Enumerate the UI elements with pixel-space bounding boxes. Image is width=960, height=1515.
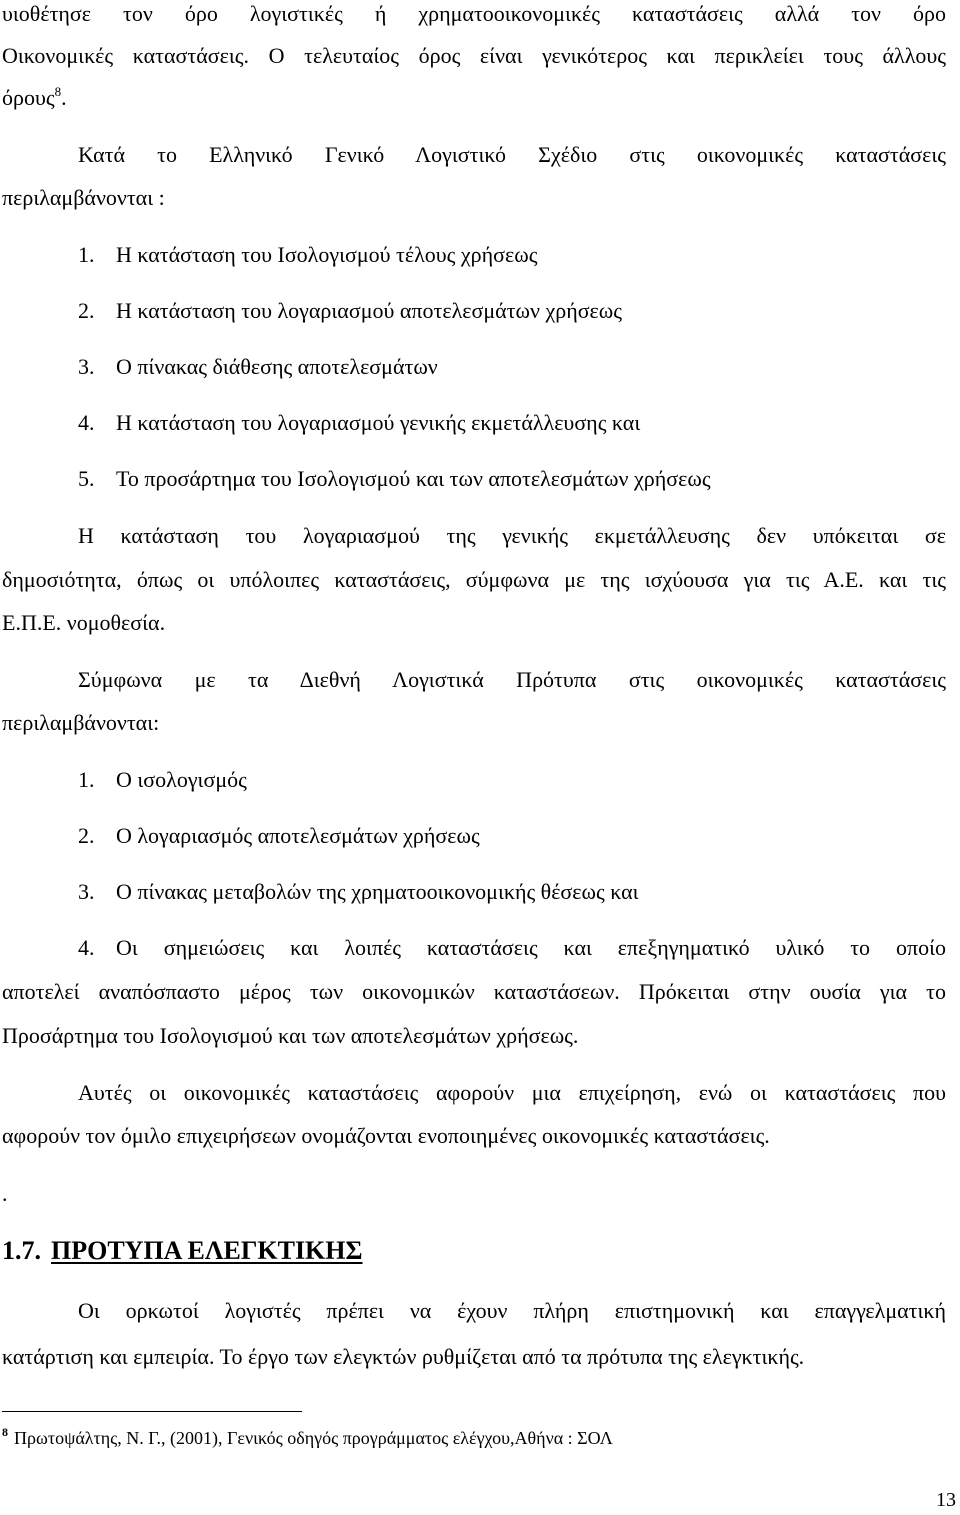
- section-number: 1.7.: [2, 1236, 41, 1265]
- paragraph-line: κατάρτιση και εμπειρία. Το έργο των ελεγκτών ρυθμίζεται από τα πρότυπα της ελεγκτικής.: [2, 1344, 805, 1369]
- list-text: Η κατάσταση του Ισολογισμού τέλους χρήσεως: [116, 242, 538, 267]
- list-item: [78, 766, 247, 794]
- footnote-text: Πρωτοψάλτης, Ν. Γ., (2001), Γενικός οδηγός προγράμματος ελέγχου,Αθήνα : ΣΟΛ: [14, 1428, 613, 1448]
- list-text: Η κατάσταση του λογαριασμού αποτελεσμάτων χρήσεως: [116, 298, 622, 323]
- paragraph-line: Αυτές οι οικονομικές καταστάσεις αφορούν μια επιχείρηση, ενώ οι καταστάσεις που: [78, 1080, 946, 1105]
- footnote: [2, 1426, 613, 1450]
- list-number: 4.: [78, 410, 95, 435]
- list-item: [78, 465, 711, 493]
- list-item: [78, 241, 537, 269]
- paragraph-line: Οι ορκωτοί λογιστές πρέπει να έχουν πλήρη επιστημονική και επαγγελματική: [78, 1298, 946, 1323]
- paragraph-text: όρους: [2, 85, 55, 110]
- list-number: 3.: [78, 879, 95, 904]
- paragraph-line: Προσάρτημα του Ισολογισμού και των αποτελεσμάτων χρήσεως.: [2, 1023, 579, 1048]
- list-text: Το προσάρτημα του Ισολογισμού και των αποτελεσμάτων χρήσεως: [116, 466, 711, 491]
- list-item: [78, 822, 480, 850]
- paragraph-line: αφορούν τον όμιλο επιχειρήσεων ονομάζονται ενοποιημένες οικονομικές καταστάσεις.: [2, 1123, 770, 1148]
- footnote-mark: 8: [2, 1425, 8, 1439]
- paragraph-line: δημοσιότητα, όπως οι υπόλοιπες καταστάσεις, σύμφωνα με της ισχύουσα για τις Α.Ε. και τις: [2, 567, 946, 592]
- list-number: 4.: [78, 935, 95, 960]
- paragraph-line: περιλαμβάνονται :: [2, 185, 165, 210]
- section-heading: [2, 1235, 363, 1267]
- list-text: Ο πίνακας μεταβολών της χρηματοοικονομικής θέσεως και: [116, 879, 639, 904]
- paragraph-text: .: [61, 85, 67, 110]
- paragraph-line: Οικονομικές καταστάσεις. Ο τελευταίος όρος είναι γενικότερος και περικλείει τους άλλους: [2, 43, 946, 68]
- list-item: [78, 409, 640, 437]
- list-text: Ο λογαριασμός αποτελεσμάτων χρήσεως: [116, 823, 480, 848]
- list-text: Ο ισολογισμός: [116, 767, 247, 792]
- list-number: 5.: [78, 466, 95, 491]
- paragraph-line: Ε.Π.Ε. νομοθεσία.: [2, 610, 166, 635]
- section-title: ΠΡΟΤΥΠΑ ΕΛΕΓΚΤΙΚΗΣ: [51, 1236, 363, 1265]
- list-item: [78, 297, 622, 325]
- list-item: [78, 353, 438, 381]
- stray-mark: .: [2, 1181, 8, 1206]
- list-item: [78, 934, 946, 962]
- paragraph-line: περιλαμβάνονται:: [2, 710, 160, 735]
- list-number: 2.: [78, 298, 95, 323]
- paragraph-line: [2, 84, 946, 112]
- paragraph-line: αποτελεί αναπόσπαστο μέρος των οικονομικών καταστάσεων. Πρόκειται στην ουσία για το: [2, 979, 946, 1004]
- list-number: 1.: [78, 767, 95, 792]
- list-text: Οι σημειώσεις και λοιπές καταστάσεις και επεξηγηματικό υλικό το οποίο: [116, 935, 946, 960]
- list-text: Ο πίνακας διάθεσης αποτελεσμάτων: [116, 354, 438, 379]
- page-number: 13: [936, 1489, 956, 1511]
- paragraph-line: υιοθέτησε τον όρο λογιστικές ή χρηματοοικονομικές καταστάσεις αλλά τον όρο: [2, 1, 946, 26]
- paragraph-line: Κατά το Ελληνικό Γενικό Λογιστικό Σχέδιο στις οικονομικές καταστάσεις: [78, 142, 946, 167]
- paragraph-line: Σύμφωνα με τα Διεθνή Λογιστικά Πρότυπα στις οικονομικές καταστάσεις: [78, 667, 946, 692]
- footnote-reference: 8: [54, 84, 62, 99]
- list-text: Η κατάσταση του λογαριασμού γενικής εκμετάλλευσης και: [116, 410, 641, 435]
- list-number: 2.: [78, 823, 95, 848]
- paragraph-line: Η κατάσταση του λογαριασμού της γενικής εκμετάλλευσης δεν υπόκειται σε: [78, 523, 946, 548]
- list-item: [78, 878, 639, 906]
- list-number: 3.: [78, 354, 95, 379]
- list-number: 1.: [78, 242, 95, 267]
- footnote-separator: [2, 1411, 302, 1412]
